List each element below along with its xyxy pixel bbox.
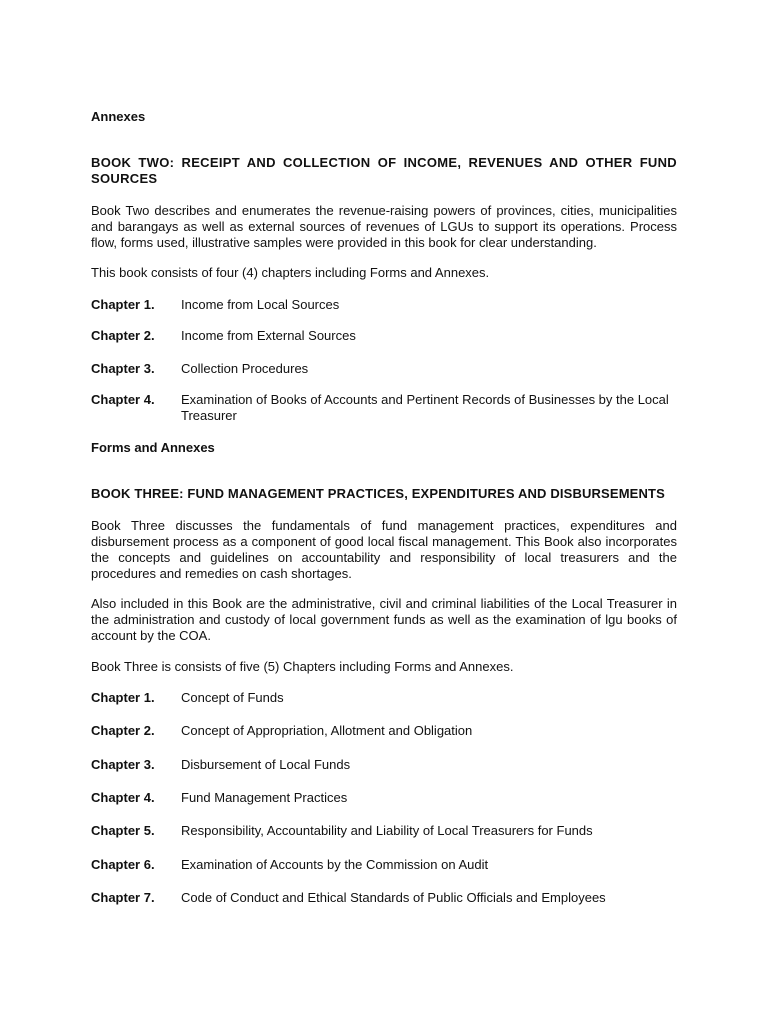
book-two-description: Book Two describes and enumerates the revenue-raising powers of provinces, cities, municipalities and barangays as well as external sources of revenues of LGUs to support its operations. Process flow, forms used, illustrative samples were provided in this book for clear understanding. xyxy=(91,203,677,250)
chapter-label: Chapter 4. xyxy=(91,790,155,805)
annexes-heading: Annexes xyxy=(91,109,146,124)
chapter-label: Chapter 2. xyxy=(91,328,155,343)
chapter-title: Concept of Funds xyxy=(181,690,284,705)
chapter-label: Chapter 4. xyxy=(91,392,155,407)
chapter-label: Chapter 3. xyxy=(91,361,155,376)
book-three-liabilities: Also included in this Book are the administrative, civil and criminal liabilities of the Local Treasurer in the administration and custody of local government funds as well as the examination of lgu books of account by the COA. xyxy=(91,596,677,643)
chapter-label: Chapter 5. xyxy=(91,823,155,838)
book-three-description: Book Three discusses the fundamentals of fund management practices, expenditures and disbursement process as a component of good local fiscal management. This Book also incorporates the concepts and guidelines on accountability and responsibility of local treasurers and the procedures and remedies on cash shortages. xyxy=(91,518,677,581)
book-two-title: BOOK TWO: RECEIPT AND COLLECTION OF INCOME, REVENUES AND OTHER FUND SOURCES xyxy=(91,155,677,186)
chapter-label: Chapter 3. xyxy=(91,757,155,772)
book-two-summary: This book consists of four (4) chapters including Forms and Annexes. xyxy=(91,265,490,280)
forms-annexes-heading: Forms and Annexes xyxy=(91,440,215,455)
chapter-title: Income from Local Sources xyxy=(181,297,340,312)
chapter-title: Code of Conduct and Ethical Standards of Public Officials and Employees xyxy=(181,890,606,905)
chapter-label: Chapter 6. xyxy=(91,857,155,872)
chapter-title: Examination of Books of Accounts and Pertinent Records of Businesses by the Local Treasurer xyxy=(181,392,669,423)
chapter-label: Chapter 7. xyxy=(91,890,155,905)
chapter-label: Chapter 1. xyxy=(91,297,155,312)
chapter-title: Concept of Appropriation, Allotment and Obligation xyxy=(181,723,473,738)
book-three-summary: Book Three is consists of five (5) Chapters including Forms and Annexes. xyxy=(91,659,514,674)
book-three-title: BOOK THREE: FUND MANAGEMENT PRACTICES, EXPENDITURES AND DISBURSEMENTS xyxy=(91,486,665,501)
chapter-title: Income from External Sources xyxy=(181,328,356,343)
chapter-title: Fund Management Practices xyxy=(181,790,348,805)
chapter-label: Chapter 2. xyxy=(91,723,155,738)
chapter-title: Disbursement of Local Funds xyxy=(181,757,351,772)
chapter-title: Examination of Accounts by the Commission on Audit xyxy=(181,857,489,872)
chapter-label: Chapter 1. xyxy=(91,690,155,705)
chapter-title: Responsibility, Accountability and Liability of Local Treasurers for Funds xyxy=(181,823,593,838)
chapter-title: Collection Procedures xyxy=(181,361,309,376)
